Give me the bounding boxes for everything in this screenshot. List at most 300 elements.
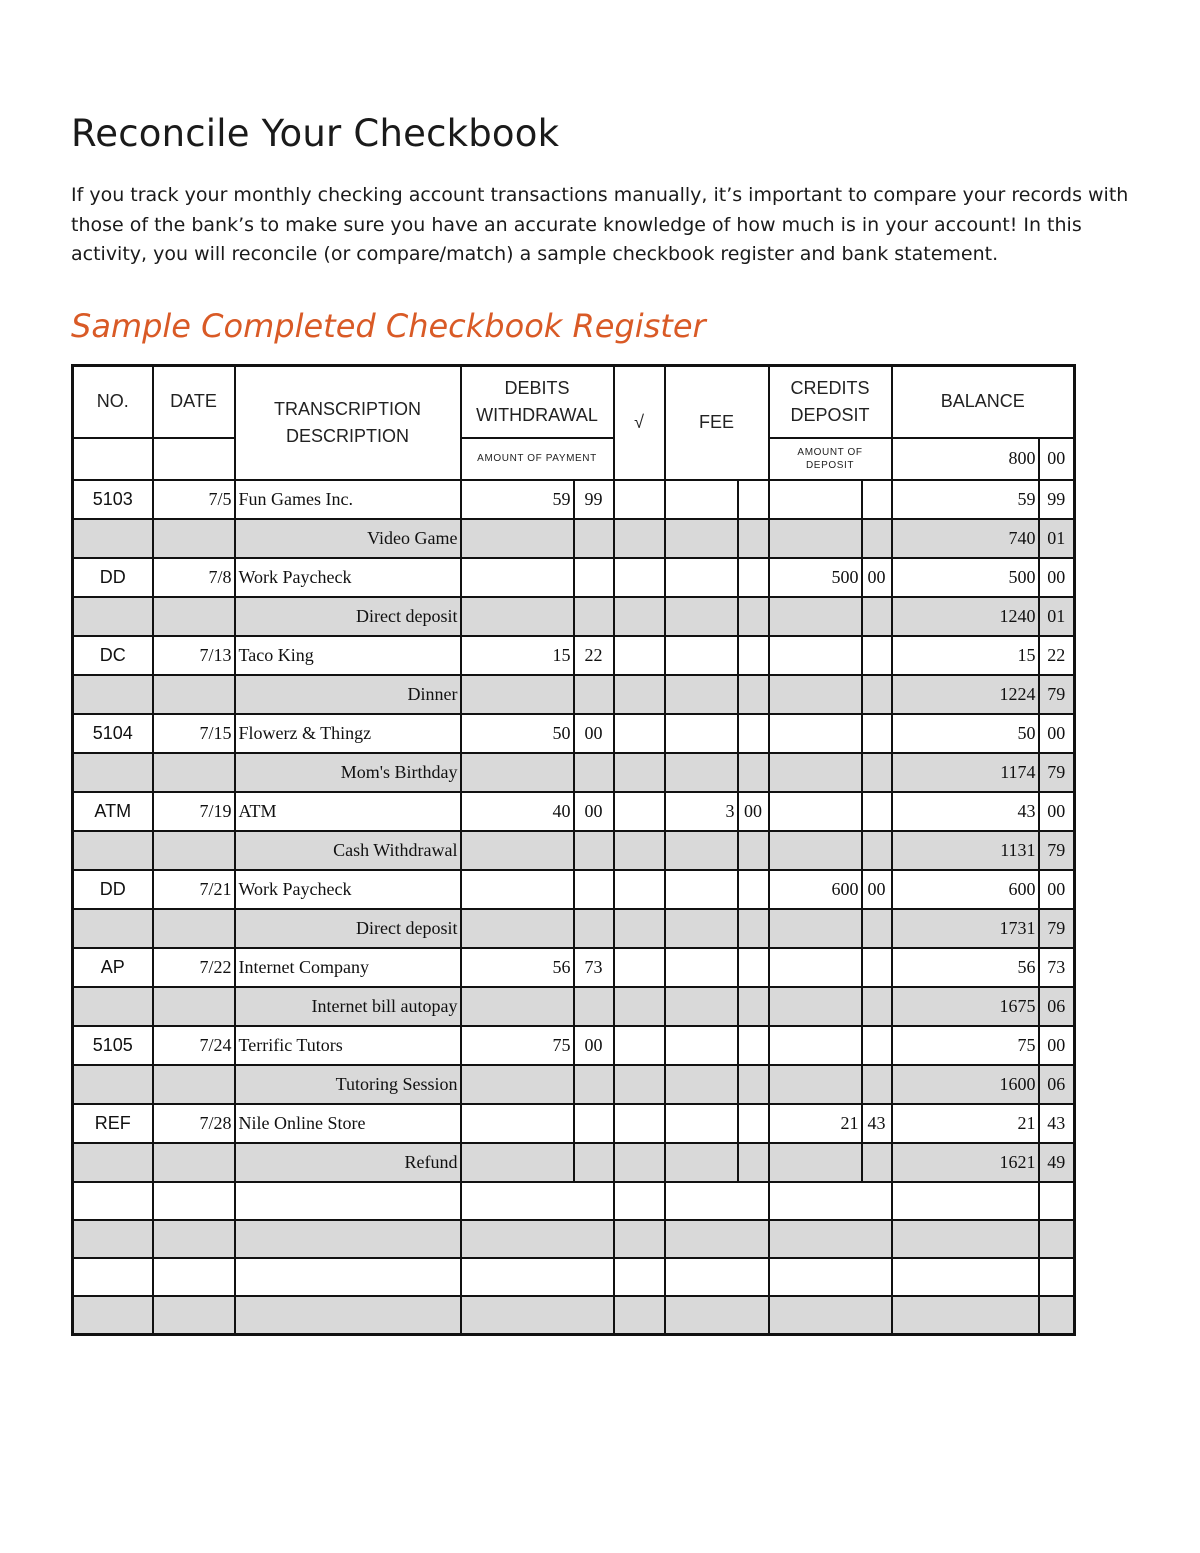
memo-blank-cell (738, 1143, 769, 1182)
entry-credit-dollars (769, 792, 862, 831)
entry-memo: Direct deposit (235, 909, 461, 948)
blank-cell (461, 1220, 614, 1258)
memo-blank-cell (862, 1143, 892, 1182)
entry-date: 7/19 (153, 792, 235, 831)
blank-cell (614, 1182, 665, 1220)
entry-amount-cents: 99 (1039, 480, 1075, 519)
entry-memo-row (73, 753, 1075, 792)
entry-fee-cents (738, 636, 769, 675)
memo-date-blank (153, 675, 235, 714)
blank-row (73, 1220, 1075, 1258)
entry-fee-cents (738, 558, 769, 597)
memo-blank-cell (862, 909, 892, 948)
entry-memo: Cash Withdrawal (235, 831, 461, 870)
blank-cell (153, 1220, 235, 1258)
entry-credit-cents: 00 (862, 870, 892, 909)
entry-debit-dollars: 15 (461, 636, 574, 675)
memo-blank-cell (461, 831, 574, 870)
blank-cell (665, 1182, 769, 1220)
memo-blank-cell (769, 909, 862, 948)
entry-payee: ATM (235, 792, 461, 831)
blank-cell (153, 1296, 235, 1335)
entry-check (614, 558, 665, 597)
entry-amount-cents: 43 (1039, 1104, 1075, 1143)
entry-balance-dollars: 1174 (892, 753, 1039, 792)
entry-amount-dollars: 43 (892, 792, 1039, 831)
entry-row (73, 792, 1075, 831)
entry-debit-cents (574, 870, 614, 909)
entry-check (614, 870, 665, 909)
subheader-no-blank (73, 438, 153, 480)
memo-blank-cell (769, 519, 862, 558)
entry-payee: Internet Company (235, 948, 461, 987)
memo-blank-cell (461, 909, 574, 948)
blank-cell (461, 1296, 614, 1335)
entry-fee-cents (738, 1026, 769, 1065)
entry-amount-cents: 00 (1039, 714, 1075, 753)
memo-blank-cell (665, 519, 738, 558)
header-credits-line1: CREDITS (790, 377, 870, 398)
entry-debit-dollars: 59 (461, 480, 574, 519)
subheader-credits (769, 438, 892, 480)
entry-memo: Refund (235, 1143, 461, 1182)
entry-memo: Tutoring Session (235, 1065, 461, 1104)
memo-blank-cell (769, 1065, 862, 1104)
entry-row (73, 558, 1075, 597)
memo-blank-cell (738, 675, 769, 714)
memo-blank-cell (574, 1143, 614, 1182)
entry-amount-dollars: 21 (892, 1104, 1039, 1143)
entry-debit-dollars: 50 (461, 714, 574, 753)
entry-no: 5105 (73, 1026, 153, 1065)
blank-row (73, 1182, 1075, 1220)
entry-row (73, 870, 1075, 909)
entry-row (73, 1104, 1075, 1143)
entry-no: 5104 (73, 714, 153, 753)
entry-credit-cents (862, 1026, 892, 1065)
memo-no-blank (73, 831, 153, 870)
entry-credit-dollars (769, 1026, 862, 1065)
blank-row (73, 1296, 1075, 1335)
entry-debit-cents: 00 (574, 1026, 614, 1065)
blank-cell (892, 1296, 1039, 1335)
entry-memo-row (73, 831, 1075, 870)
memo-blank-cell (665, 675, 738, 714)
blank-cell (769, 1258, 892, 1296)
opening-balance-dollars: 800 (892, 438, 1039, 480)
blank-cell (153, 1258, 235, 1296)
entry-credit-cents (862, 636, 892, 675)
entry-amount-cents: 22 (1039, 636, 1075, 675)
entry-fee-cents (738, 480, 769, 519)
entry-amount-dollars: 15 (892, 636, 1039, 675)
entry-no: AP (73, 948, 153, 987)
subheader-date-blank (153, 438, 235, 480)
entry-payee: Work Paycheck (235, 558, 461, 597)
memo-blank-cell (614, 675, 665, 714)
entry-check (614, 948, 665, 987)
entry-balance-cents: 06 (1039, 1065, 1075, 1104)
entry-fee-cents (738, 870, 769, 909)
entry-credit-dollars (769, 636, 862, 675)
blank-cell (614, 1296, 665, 1335)
entry-date: 7/28 (153, 1104, 235, 1143)
entry-memo: Dinner (235, 675, 461, 714)
entry-balance-dollars: 1675 (892, 987, 1039, 1026)
intro-paragraph: If you track your monthly checking account transactions manually, it’s important to compare your records with those of the bank’s to make sure you have an accurate knowledge of how much is in your account! In this activity, you will reconcile (or compare/match) a sample checkbook register and bank statement. (71, 184, 1129, 265)
header-debits-line1: DEBITS (504, 377, 570, 398)
header-row (73, 366, 1075, 438)
memo-no-blank (73, 1143, 153, 1182)
entry-balance-cents: 79 (1039, 831, 1075, 870)
entry-debit-dollars (461, 558, 574, 597)
entry-debit-cents: 73 (574, 948, 614, 987)
entry-amount-cents: 00 (1039, 1026, 1075, 1065)
memo-blank-cell (862, 597, 892, 636)
entry-memo-row (73, 909, 1075, 948)
opening-balance-cents: 00 (1039, 438, 1075, 480)
memo-blank-cell (738, 1065, 769, 1104)
memo-blank-cell (614, 753, 665, 792)
entry-debit-cents: 00 (574, 714, 614, 753)
memo-blank-cell (574, 519, 614, 558)
entry-check (614, 1104, 665, 1143)
entry-amount-dollars: 56 (892, 948, 1039, 987)
entry-balance-dollars: 1600 (892, 1065, 1039, 1104)
memo-blank-cell (574, 909, 614, 948)
header-no: NO. (73, 366, 153, 438)
memo-blank-cell (665, 753, 738, 792)
entry-payee: Work Paycheck (235, 870, 461, 909)
entry-fee-dollars: 3 (665, 792, 738, 831)
header-transcription (235, 366, 461, 480)
entry-check (614, 1026, 665, 1065)
memo-no-blank (73, 597, 153, 636)
entry-memo-row (73, 675, 1075, 714)
memo-blank-cell (461, 987, 574, 1026)
memo-blank-cell (461, 1065, 574, 1104)
entry-credit-cents: 00 (862, 558, 892, 597)
memo-date-blank (153, 519, 235, 558)
entry-balance-dollars: 1131 (892, 831, 1039, 870)
memo-blank-cell (665, 831, 738, 870)
entry-memo-row (73, 1065, 1075, 1104)
memo-blank-cell (665, 909, 738, 948)
memo-date-blank (153, 831, 235, 870)
entry-memo-row (73, 519, 1075, 558)
memo-no-blank (73, 675, 153, 714)
entry-payee: Taco King (235, 636, 461, 675)
entry-memo: Mom's Birthday (235, 753, 461, 792)
entry-payee: Fun Games Inc. (235, 480, 461, 519)
entry-fee-dollars (665, 948, 738, 987)
entry-credit-dollars (769, 480, 862, 519)
entry-debit-cents: 00 (574, 792, 614, 831)
memo-blank-cell (461, 1143, 574, 1182)
entry-no: DC (73, 636, 153, 675)
memo-blank-cell (461, 675, 574, 714)
memo-blank-cell (574, 753, 614, 792)
memo-blank-cell (614, 1143, 665, 1182)
entry-debit-dollars: 56 (461, 948, 574, 987)
section-subtitle: Sample Completed Checkbook Register (71, 307, 706, 345)
entry-memo: Direct deposit (235, 597, 461, 636)
entry-balance-dollars: 1731 (892, 909, 1039, 948)
memo-no-blank (73, 753, 153, 792)
memo-blank-cell (614, 519, 665, 558)
memo-blank-cell (769, 1143, 862, 1182)
memo-date-blank (153, 909, 235, 948)
memo-blank-cell (862, 675, 892, 714)
entry-balance-dollars: 1621 (892, 1143, 1039, 1182)
entry-payee: Terrific Tutors (235, 1026, 461, 1065)
memo-blank-cell (665, 597, 738, 636)
memo-date-blank (153, 1065, 235, 1104)
memo-blank-cell (769, 987, 862, 1026)
blank-cell (1039, 1296, 1075, 1335)
entry-amount-dollars: 500 (892, 558, 1039, 597)
header-credits-line2: DEPOSIT (790, 404, 870, 425)
entry-balance-dollars: 1240 (892, 597, 1039, 636)
memo-blank-cell (461, 519, 574, 558)
memo-blank-cell (769, 597, 862, 636)
entry-fee-cents (738, 948, 769, 987)
memo-blank-cell (862, 519, 892, 558)
memo-blank-cell (738, 753, 769, 792)
entry-memo-row (73, 1143, 1075, 1182)
entry-credit-dollars: 21 (769, 1104, 862, 1143)
entry-row (73, 1026, 1075, 1065)
blank-cell (235, 1220, 461, 1258)
memo-blank-cell (738, 831, 769, 870)
entry-fee-cents (738, 714, 769, 753)
memo-blank-cell (574, 987, 614, 1026)
blank-cell (665, 1296, 769, 1335)
entry-check (614, 480, 665, 519)
entry-no: 5103 (73, 480, 153, 519)
blank-cell (769, 1220, 892, 1258)
memo-date-blank (153, 753, 235, 792)
entry-amount-dollars: 600 (892, 870, 1039, 909)
blank-cell (665, 1258, 769, 1296)
header-fee: FEE (665, 366, 769, 480)
entry-fee-cents (738, 1104, 769, 1143)
header-check: √ (614, 366, 665, 480)
entry-credit-cents: 43 (862, 1104, 892, 1143)
entry-credit-dollars: 600 (769, 870, 862, 909)
entry-credit-cents (862, 948, 892, 987)
memo-blank-cell (738, 909, 769, 948)
entry-amount-dollars: 59 (892, 480, 1039, 519)
entry-balance-cents: 06 (1039, 987, 1075, 1026)
entry-no: ATM (73, 792, 153, 831)
blank-cell (73, 1220, 153, 1258)
memo-blank-cell (862, 831, 892, 870)
memo-blank-cell (574, 597, 614, 636)
entry-memo-row (73, 597, 1075, 636)
blank-cell (461, 1258, 614, 1296)
entry-debit-cents: 99 (574, 480, 614, 519)
entry-no: DD (73, 558, 153, 597)
header-balance: BALANCE (892, 366, 1075, 438)
subheader-credits-line2: DEPOSIT (805, 459, 855, 471)
entry-payee: Flowerz & Thingz (235, 714, 461, 753)
memo-no-blank (73, 987, 153, 1026)
blank-cell (73, 1258, 153, 1296)
entry-fee-dollars (665, 636, 738, 675)
memo-blank-cell (614, 909, 665, 948)
entry-balance-cents: 01 (1039, 597, 1075, 636)
entry-date: 7/13 (153, 636, 235, 675)
entry-date: 7/21 (153, 870, 235, 909)
entry-amount-cents: 00 (1039, 870, 1075, 909)
entry-row (73, 948, 1075, 987)
entry-amount-dollars: 50 (892, 714, 1039, 753)
entry-no: REF (73, 1104, 153, 1143)
entry-credit-cents (862, 792, 892, 831)
memo-blank-cell (862, 1065, 892, 1104)
blank-cell (892, 1182, 1039, 1220)
blank-cell (153, 1182, 235, 1220)
memo-blank-cell (461, 597, 574, 636)
entry-fee-dollars (665, 1104, 738, 1143)
memo-blank-cell (461, 753, 574, 792)
memo-blank-cell (614, 1065, 665, 1104)
memo-blank-cell (574, 675, 614, 714)
memo-blank-cell (738, 987, 769, 1026)
entry-check (614, 792, 665, 831)
memo-blank-cell (574, 831, 614, 870)
entry-debit-dollars (461, 870, 574, 909)
entry-amount-cents: 00 (1039, 558, 1075, 597)
blank-cell (235, 1182, 461, 1220)
entry-check (614, 714, 665, 753)
memo-blank-cell (862, 753, 892, 792)
entry-debit-cents (574, 558, 614, 597)
entry-balance-cents: 79 (1039, 909, 1075, 948)
memo-blank-cell (614, 597, 665, 636)
entry-fee-cents: 00 (738, 792, 769, 831)
entry-credit-dollars (769, 948, 862, 987)
entry-debit-dollars (461, 1104, 574, 1143)
entry-debit-dollars: 40 (461, 792, 574, 831)
memo-blank-cell (665, 1065, 738, 1104)
entry-row (73, 636, 1075, 675)
entry-credit-dollars: 500 (769, 558, 862, 597)
header-debits (461, 366, 614, 438)
entry-debit-cents (574, 1104, 614, 1143)
entry-memo-row (73, 987, 1075, 1026)
memo-blank-cell (769, 831, 862, 870)
memo-blank-cell (614, 831, 665, 870)
blank-cell (614, 1258, 665, 1296)
memo-blank-cell (574, 1065, 614, 1104)
entry-balance-cents: 79 (1039, 675, 1075, 714)
blank-cell (235, 1258, 461, 1296)
blank-cell (665, 1220, 769, 1258)
entry-fee-dollars (665, 480, 738, 519)
checkbook-register (71, 364, 1076, 1336)
memo-blank-cell (769, 675, 862, 714)
entry-amount-cents: 00 (1039, 792, 1075, 831)
entry-balance-dollars: 740 (892, 519, 1039, 558)
entry-balance-dollars: 1224 (892, 675, 1039, 714)
entry-debit-cents: 22 (574, 636, 614, 675)
blank-cell (73, 1296, 153, 1335)
memo-blank-cell (769, 753, 862, 792)
entry-amount-dollars: 75 (892, 1026, 1039, 1065)
memo-date-blank (153, 1143, 235, 1182)
header-transcription-line1: TRANSCRIPTION (273, 398, 421, 419)
blank-cell (892, 1220, 1039, 1258)
page-title: Reconcile Your Checkbook (71, 112, 560, 155)
subheader-row (73, 438, 1075, 480)
memo-blank-cell (665, 987, 738, 1026)
blank-cell (73, 1182, 153, 1220)
memo-blank-cell (665, 1143, 738, 1182)
memo-blank-cell (738, 597, 769, 636)
entry-row (73, 480, 1075, 519)
entry-fee-dollars (665, 558, 738, 597)
entry-check (614, 636, 665, 675)
memo-date-blank (153, 597, 235, 636)
blank-cell (614, 1220, 665, 1258)
entry-debit-dollars: 75 (461, 1026, 574, 1065)
memo-date-blank (153, 987, 235, 1026)
memo-no-blank (73, 1065, 153, 1104)
entry-date: 7/24 (153, 1026, 235, 1065)
blank-row (73, 1258, 1075, 1296)
blank-cell (461, 1182, 614, 1220)
blank-cell (769, 1296, 892, 1335)
entry-credit-dollars (769, 714, 862, 753)
blank-cell (1039, 1182, 1075, 1220)
entry-credit-cents (862, 480, 892, 519)
entry-fee-dollars (665, 1026, 738, 1065)
header-transcription-line2: DESCRIPTION (285, 425, 409, 446)
memo-no-blank (73, 909, 153, 948)
subheader-debits: AMOUNT OF PAYMENT (461, 438, 614, 480)
memo-blank-cell (862, 987, 892, 1026)
entry-memo: Video Game (235, 519, 461, 558)
header-debits-line2: WITHDRAWAL (476, 404, 598, 425)
memo-no-blank (73, 519, 153, 558)
entry-fee-dollars (665, 714, 738, 753)
memo-blank-cell (614, 987, 665, 1026)
entry-memo: Internet bill autopay (235, 987, 461, 1026)
entry-row (73, 714, 1075, 753)
entry-no: DD (73, 870, 153, 909)
entry-amount-cents: 73 (1039, 948, 1075, 987)
header-credits (769, 366, 892, 438)
entry-date: 7/5 (153, 480, 235, 519)
entry-payee: Nile Online Store (235, 1104, 461, 1143)
entry-balance-cents: 01 (1039, 519, 1075, 558)
entry-date: 7/22 (153, 948, 235, 987)
blank-cell (892, 1258, 1039, 1296)
blank-cell (769, 1182, 892, 1220)
header-date: DATE (153, 366, 235, 438)
entry-date: 7/8 (153, 558, 235, 597)
blank-cell (235, 1296, 461, 1335)
entry-date: 7/15 (153, 714, 235, 753)
memo-blank-cell (738, 519, 769, 558)
entry-balance-cents: 49 (1039, 1143, 1075, 1182)
entry-balance-cents: 79 (1039, 753, 1075, 792)
entry-fee-dollars (665, 870, 738, 909)
blank-cell (1039, 1258, 1075, 1296)
blank-cell (1039, 1220, 1075, 1258)
